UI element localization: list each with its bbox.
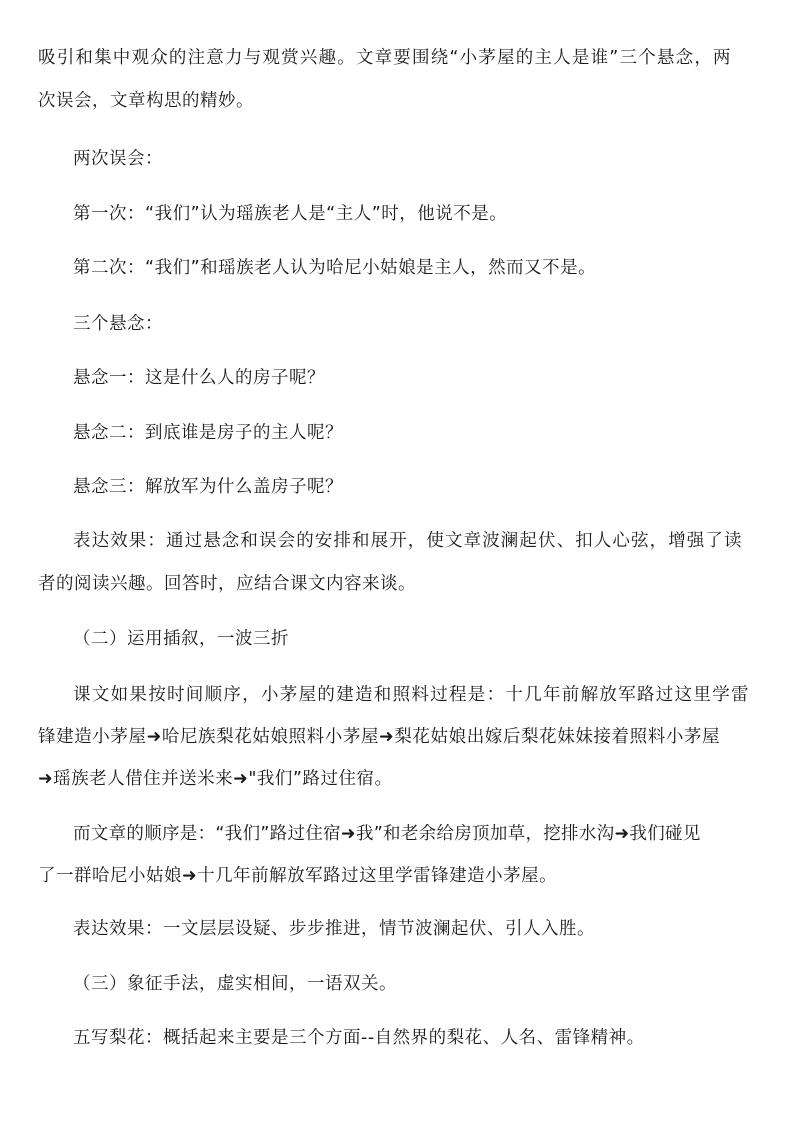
paragraph-line: 五写梨花：概括起来主要是三个方面--自然界的梨花、人名、雷锋精神。 [73,1028,645,1048]
paragraph-line: 次误会，文章构思的精妙。 [38,91,254,111]
misunderstanding-first: 第一次：“我们”认为瑶族老人是“主人”时，他说不是。 [73,204,508,224]
section-heading-symbolism: （三）象征手法，虚实相间，一语双关。 [73,974,397,994]
paragraph-line: 课文如果按时间顺序，小茅屋的建造和照料过程是：十几年前解放军路过这里学雷 [73,685,750,705]
paragraph-line: 锋建造小茅屋➜哈尼族梨花姑娘照料小茅屋➜梨花姑娘出嫁后梨花妹妹接着照料小茅屋 [38,727,721,747]
misunderstanding-second: 第二次：“我们”和瑶族老人认为哈尼小姑娘是主人，然而又不是。 [73,258,597,278]
paragraph-line: 表达效果：通过悬念和误会的安排和展开，使文章波澜起伏、扣人心弦，增强了读 [73,531,743,551]
section-label-three-suspense: 三个悬念： [73,314,163,334]
paragraph-line: 者的阅读兴趣。回答时，应结合课文内容来谈。 [38,574,416,594]
paragraph-line: 吸引和集中观众的注意力与观赏兴趣。文章要围绕“小茅屋的主人是谁”三个悬念，两 [38,48,732,68]
suspense-two: 悬念二：到底谁是房子的主人呢？ [73,423,343,443]
suspense-one: 悬念一：这是什么人的房子呢？ [73,368,325,388]
paragraph-line: 了一群哈尼小姑娘➜十几年前解放军路过这里学雷锋建造小茅屋。 [38,866,558,886]
paragraph-line: ➜瑶族老人借住并送米来➜"我们”路过住宿。 [38,769,393,789]
paragraph-line: 表达效果：一文层层设疑、步步推进，情节波澜起伏、引人入胜。 [73,919,595,939]
suspense-three: 悬念三：解放军为什么盖房子呢？ [73,477,343,497]
section-heading-flashback: （二）运用插叙，一波三折 [73,629,289,649]
section-label-two-misunderstandings: 两次误会： [73,149,163,169]
paragraph-line: 而文章的顺序是：“我们”路过住宿➜我”和老余给房顶加草，挖排水沟➜我们碰见 [73,824,701,844]
